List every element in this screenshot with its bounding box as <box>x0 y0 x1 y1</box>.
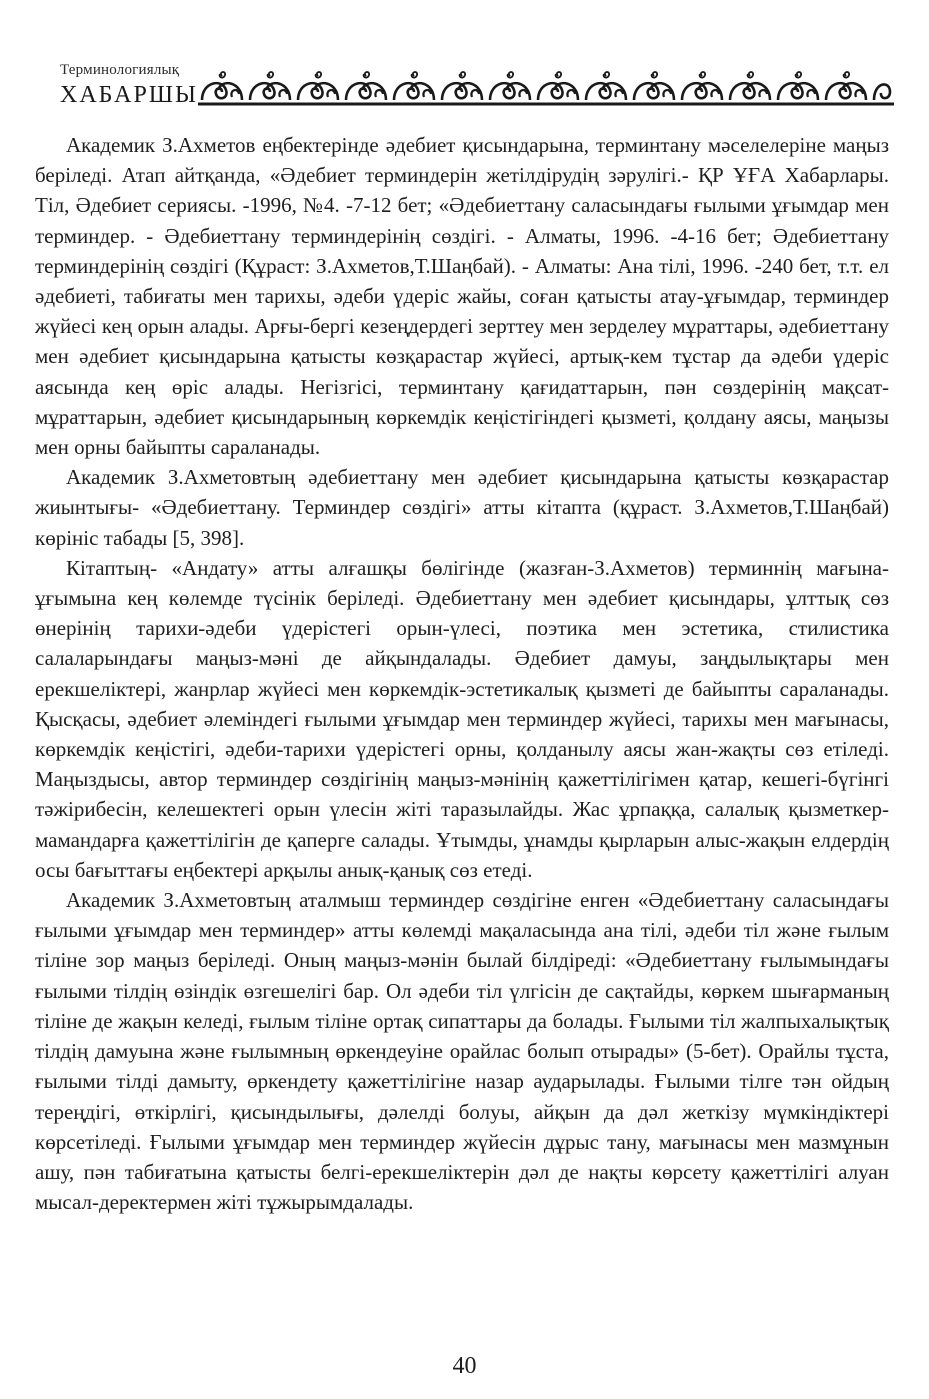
paragraph-2: Академик З.Ахметовтың әдебиеттану мен әдебиет қисындарына қатысты көзқарастар жиынтығы- «Әдебиеттану. Терминдер сөздігі» атты кітапта (құраст. З.Ахметов,Т.Шаңбай) көрініс табады [5, 398]. <box>35 465 889 550</box>
running-header <box>60 62 894 122</box>
journal-title: ХАБАРШЫ <box>60 82 198 108</box>
journal-subtitle: Терминологиялық <box>60 62 180 78</box>
article-body <box>35 130 889 1217</box>
paragraph-1: Академик З.Ахметов еңбектерінде әдебиет қисындарына, терминтану мәселелеріне маңыз беріледі. Атап айтқанда, «Әдебиет терминдерін жетілдірудің зәрулігі.- ҚР ҰҒА Хабарлары. Тіл, Әдебиет сериясы. -1996, №4. -7-12 бет; «Әдебиеттану саласындағы ғылыми ұғымдар мен терминдер. - Әдебиеттану терминдерінің сөздігі. - Алматы, 1996. -4-16 бет; Әдебиеттану терминдерінің сөздігі (Құраст: З.Ахметов,Т.Шаңбай). - Алматы: Ана тілі, 1996. -240 бет, т.т. ел әдебиеті, табиғаты мен тарихы, әдеби үдеріс жайы, соған қатысты атау-ұғымдар, терминдер жүйесі кең орын алады. Арғы-бергі кезеңдердегі зерттеу мен зерделеу мұраттары, әдебиеттану мен әдебиет қисындарына қатысты көзқарастар жүйесі, артық-кем тұстар да әдеби үдеріс аясында кең өріс алады. Негізгісі, терминтану қағидаттарын, пән сөздерінің мақсат-мұраттарын, әдебиет қисындарының көркемдік кеңістігіндегі қызметі, қолдану аясы, маңызы мен орны байыпты сараланады. <box>35 133 889 460</box>
swirl-ornament-icon <box>198 70 894 108</box>
page-number: 40 <box>452 1353 477 1379</box>
paragraph-4: Академик З.Ахметовтың аталмыш терминдер сөздігіне енген «Әдебиеттану саласындағы ғылыми ұғымдар мен терминдер» атты көлемді мақаласында ана тілі, әдеби тіл және ғылым тіліне зор маңыз беріледі. Оның маңыз-мәнін былай білдіреді: «Әдебиеттану ғылымындағы ғылыми тілдің өзіндік өзгешелігі бар. Ол әдеби тіл үлгісін де сақтайды, көркем шығарманың тіліне де жақын келеді, ғылым тіліне ортақ сипаттары да болады. Ғылыми тіл жалпыхалықтық тілдің дамуына және ғылымның өркендеуіне орайлас болып отырады» (5-бет). Орайлы тұста, ғылыми тілді дамыту, өркендету қажеттілігіне назар аударылады. Ғылыми тілге тән ойдың тереңдігі, өткірлігі, қисындылығы, дәлелді болуы, айқын да дәл жеткізу мүмкіндіктері көрсетіледі. Ғылыми ұғымдар мен терминдер жүйесін дұрыс тану, мағынасы мен мазмұнын ашу, пән табиғатына қатысты белгі-ерекшеліктерін дәл де нақты көрсету қажеттілігі алуан мысал-деректермен жіті тұжырымдалады. <box>35 888 889 1215</box>
paragraph-3: Кітаптың- «Андату» атты алғашқы бөлігінде (жазған-З.Ахметов) терминнің мағына-ұғымына кең көлемде түсінік беріледі. Әдебиеттану мен әдебиет қисындары, ұлттық сөз өнерінің тарихи-әдеби үдерістегі орын-үлесі, поэтика мен эстетика, стилистика салаларындағы маңыз-мәні де айқындалады. Әдебиет дамуы, заңдылықтары мен ерекшеліктері, жанрлар жүйесі мен көркемдік-эстетикалық қызметі де байыпты сараланады. Қысқасы, әдебиет әлеміндегі ғылыми ұғымдар мен терминдер жүйесі, тарихы мен мағынасы, көркемдік кеңістігі, әдеби-тарихи үдерістегі орны, қолданылу аясы жан-жақты сөз етіледі. Маңыздысы, автор терминдер сөздігінің маңыз-мәнінің қажеттілігімен қатар, кешегі-бүгінгі тәжірибесін, келешектегі орын үлесін жіті таразылайды. Жас ұрпаққа, салалық қызметкер-мамандарға қажеттілігін де қаперге салады. Ұтымды, ұнамды қырларын алыс-жақын елдердің осы бағыттағы еңбектері арқылы анық-қанық сөз етеді. <box>35 555 889 882</box>
